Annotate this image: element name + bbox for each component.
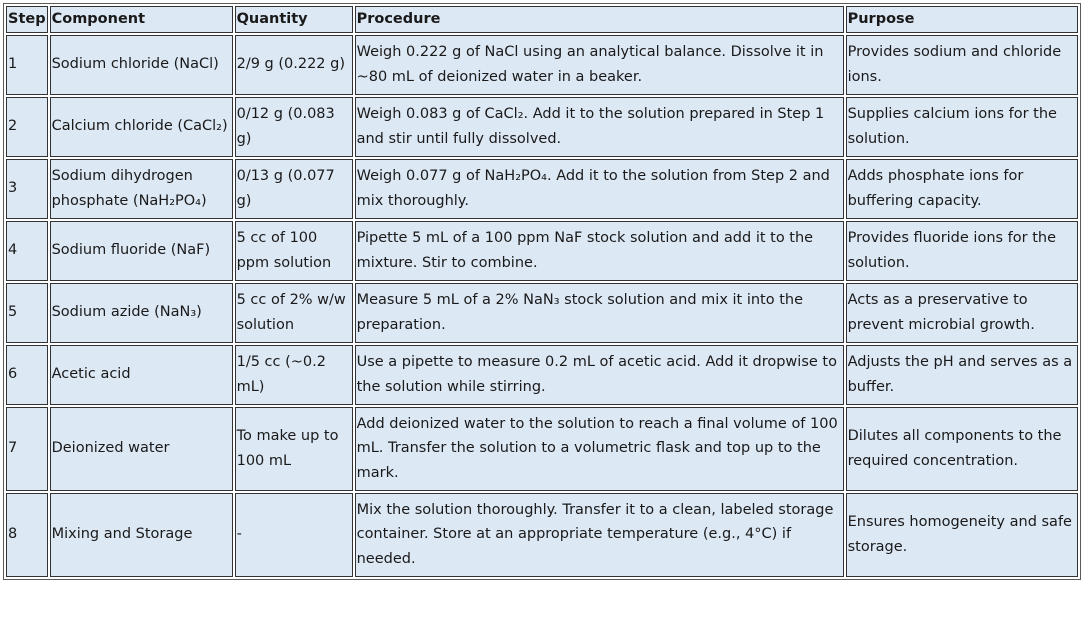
quantity-cell: 0/13 g (0.077 g): [235, 159, 353, 219]
quantity-cell: 1/5 cc (~0.2 mL): [235, 345, 353, 405]
header-component: Component: [50, 6, 233, 33]
component-cell: Acetic acid: [50, 345, 233, 405]
table-row: [6, 221, 1078, 281]
table-row: [6, 407, 1078, 491]
step-cell: 5: [6, 283, 48, 343]
quantity-cell: 5 cc of 2% w/w solution: [235, 283, 353, 343]
purpose-cell: Ensures homogeneity and safe storage.: [846, 493, 1078, 577]
component-cell: Calcium chloride (CaCl₂): [50, 97, 233, 157]
procedure-cell: Pipette 5 mL of a 100 ppm NaF stock solution and add it to the mixture. Stir to combine.: [355, 221, 844, 281]
purpose-cell: Acts as a preservative to prevent microbial growth.: [846, 283, 1078, 343]
procedure-cell: Weigh 0.083 g of CaCl₂. Add it to the solution prepared in Step 1 and stir until fully dissolved.: [355, 97, 844, 157]
purpose-cell: Adjusts the pH and serves as a buffer.: [846, 345, 1078, 405]
component-cell: Deionized water: [50, 407, 233, 491]
purpose-cell: Supplies calcium ions for the solution.: [846, 97, 1078, 157]
quantity-cell: 2/9 g (0.222 g): [235, 35, 353, 95]
table-row: [6, 345, 1078, 405]
quantity-cell: To make up to 100 mL: [235, 407, 353, 491]
header-step: Step: [6, 6, 48, 33]
header-row: [6, 6, 1078, 33]
procedure-table: [3, 3, 1081, 580]
step-cell: 8: [6, 493, 48, 577]
quantity-cell: -: [235, 493, 353, 577]
procedure-cell: Use a pipette to measure 0.2 mL of acetic acid. Add it dropwise to the solution while stirring.: [355, 345, 844, 405]
table-row: [6, 97, 1078, 157]
component-cell: Sodium chloride (NaCl): [50, 35, 233, 95]
step-cell: 2: [6, 97, 48, 157]
header-quantity: Quantity: [235, 6, 353, 33]
quantity-cell: 0/12 g (0.083 g): [235, 97, 353, 157]
component-cell: Sodium azide (NaN₃): [50, 283, 233, 343]
purpose-cell: Dilutes all components to the required concentration.: [846, 407, 1078, 491]
header-procedure: Procedure: [355, 6, 844, 33]
component-cell: Sodium dihydrogen phosphate (NaH₂PO₄): [50, 159, 233, 219]
step-cell: 4: [6, 221, 48, 281]
table-row: [6, 283, 1078, 343]
table-row: [6, 493, 1078, 577]
procedure-cell: Weigh 0.077 g of NaH₂PO₄. Add it to the solution from Step 2 and mix thoroughly.: [355, 159, 844, 219]
header-purpose: Purpose: [846, 6, 1078, 33]
table-row: [6, 35, 1078, 95]
procedure-cell: Mix the solution thoroughly. Transfer it to a clean, labeled storage container. Store at an appropriate temperature (e.g., 4°C) if needed.: [355, 493, 844, 577]
purpose-cell: Provides fluoride ions for the solution.: [846, 221, 1078, 281]
step-cell: 7: [6, 407, 48, 491]
purpose-cell: Provides sodium and chloride ions.: [846, 35, 1078, 95]
component-cell: Sodium fluoride (NaF): [50, 221, 233, 281]
step-cell: 6: [6, 345, 48, 405]
component-cell: Mixing and Storage: [50, 493, 233, 577]
step-cell: 1: [6, 35, 48, 95]
procedure-cell: Measure 5 mL of a 2% NaN₃ stock solution and mix it into the preparation.: [355, 283, 844, 343]
quantity-cell: 5 cc of 100 ppm solution: [235, 221, 353, 281]
table-row: [6, 159, 1078, 219]
procedure-cell: Weigh 0.222 g of NaCl using an analytical balance. Dissolve it in ~80 mL of deionized water in a beaker.: [355, 35, 844, 95]
step-cell: 3: [6, 159, 48, 219]
procedure-cell: Add deionized water to the solution to reach a final volume of 100 mL. Transfer the solution to a volumetric flask and top up to the mark.: [355, 407, 844, 491]
purpose-cell: Adds phosphate ions for buffering capacity.: [846, 159, 1078, 219]
